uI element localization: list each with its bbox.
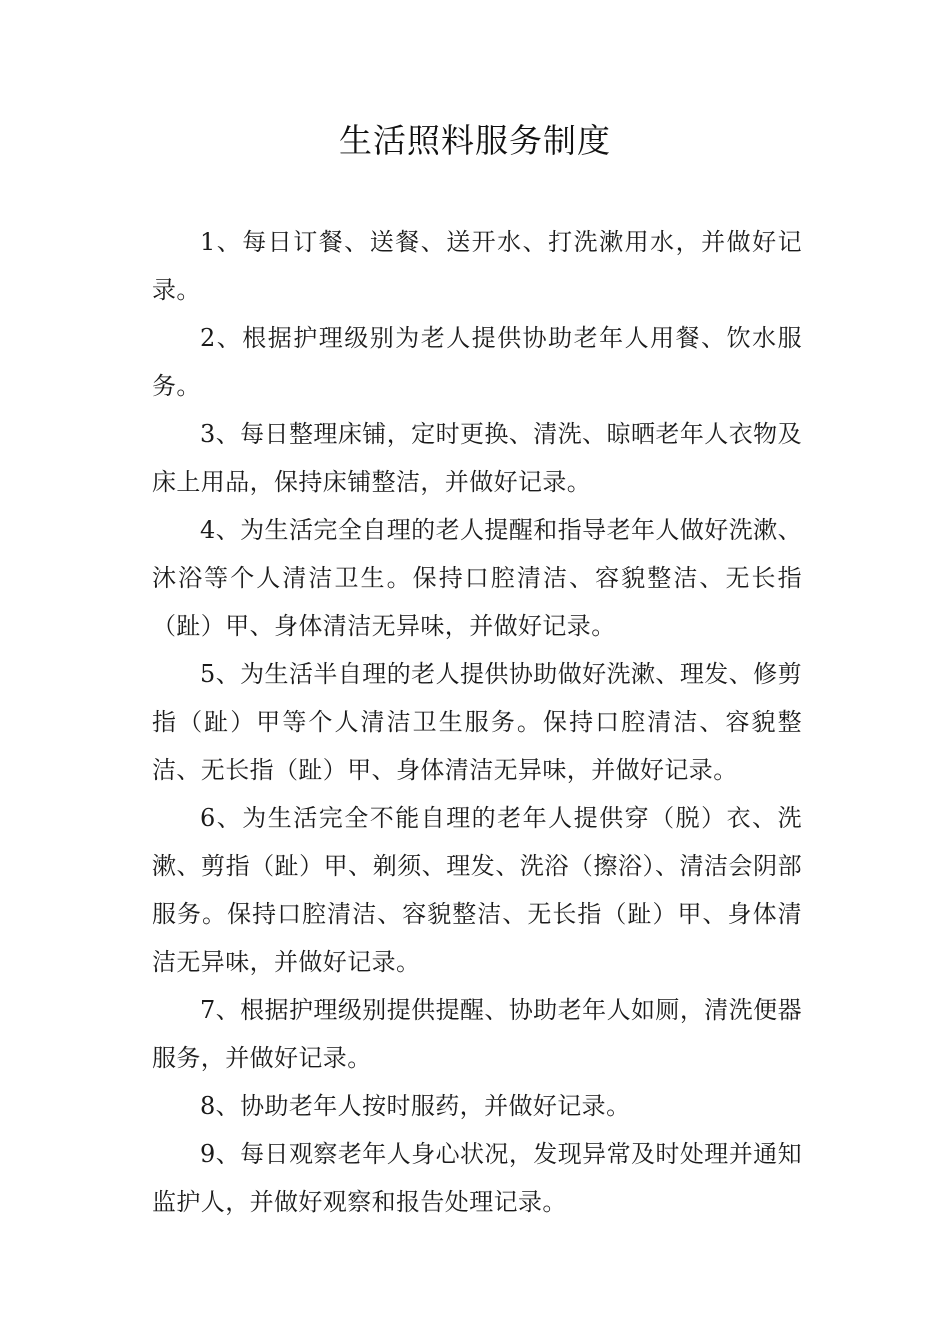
rule-item-4: 4、为生活完全自理的老人提醒和指导老年人做好洗漱、沐浴等个人清洁卫生。保持口腔清洁、容貌整洁、无长指（趾）甲、身体清洁无异味，并做好记录。 [152,516,802,640]
document-body [152,218,802,1226]
rule-item-5: 5、为生活半自理的老人提供协助做好洗漱、理发、修剪指（趾）甲等个人清洁卫生服务。保持口腔清洁、容貌整洁、无长指（趾）甲、身体清洁无异味，并做好记录。 [152,660,802,784]
rule-item-3: 3、每日整理床铺，定时更换、清洗、晾晒老年人衣物及床上用品，保持床铺整洁，并做好记录。 [152,420,802,496]
rule-item-7: 7、根据护理级别提供提醒、协助老年人如厕，清洗便器服务，并做好记录。 [152,996,802,1072]
document-title: 生活照料服务制度 [339,121,611,160]
rule-item-6: 6、为生活完全不能自理的老年人提供穿（脱）衣、洗漱、剪指（趾）甲、剃须、理发、洗浴（擦浴）、清洁会阴部服务。保持口腔清洁、容貌整洁、无长指（趾）甲、身体清洁无异味，并做好记录。 [152,804,802,976]
rule-item-2: 2、根据护理级别为老人提供协助老年人用餐、饮水服务。 [152,324,802,400]
rule-item-9: 9、每日观察老年人身心状况，发现异常及时处理并通知监护人，并做好观察和报告处理记录。 [152,1140,802,1216]
rule-item-8: 8、协助老年人按时服药，并做好记录。 [200,1092,631,1120]
rule-item-1: 1、每日订餐、送餐、送开水、打洗漱用水，并做好记录。 [152,228,802,304]
